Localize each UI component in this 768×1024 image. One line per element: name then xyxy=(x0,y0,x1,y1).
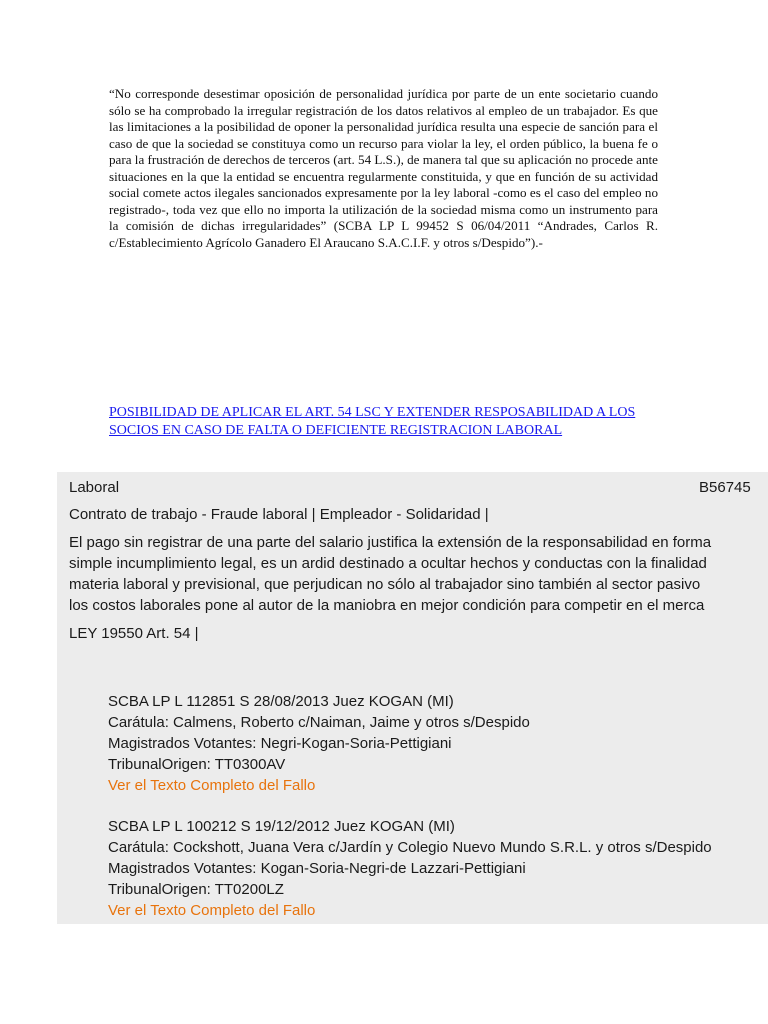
full-text-link[interactable]: Ver el Texto Completo del Fallo xyxy=(108,777,316,794)
section-heading-link[interactable]: POSIBILIDAD DE APLICAR EL ART. 54 LSC Y EXTENDER RESPOSABILIDAD A LOS SOCIOS EN CASO DE FALTA O DEFICIENTE REGISTRACION LABORAL xyxy=(109,405,636,438)
case-tribunal: TribunalOrigen: TT0300AV xyxy=(108,756,286,773)
summary-code: B56745 xyxy=(699,479,751,496)
category-label: Laboral xyxy=(69,479,120,496)
case-reference: SCBA LP L 100212 S 19/12/2012 Juez KOGAN (MI) xyxy=(108,818,455,835)
case-magistrados: Magistrados Votantes: Negri-Kogan-Soria-Pettigiani xyxy=(108,735,452,752)
full-text-link[interactable]: Ver el Texto Completo del Fallo xyxy=(108,902,316,919)
case-tribunal: TribunalOrigen: TT0200LZ xyxy=(108,881,284,898)
case-entry xyxy=(108,691,530,796)
summary-line: los costos laborales pone al autor de la maniobra en mejor condición para competir en el merca xyxy=(69,597,705,614)
summary-line: simple incumplimiento legal, es un ardid destinado a ocultar hechos y conductas con la finalidad xyxy=(69,555,707,572)
case-magistrados: Magistrados Votantes: Kogan-Soria-Negri-de Lazzari-Pettigiani xyxy=(108,860,526,877)
case-entry xyxy=(108,816,712,921)
voices-tags: Contrato de trabajo - Fraude laboral | Empleador - Solidaridad | xyxy=(69,506,489,523)
case-caratula: Carátula: Calmens, Roberto c/Naiman, Jaime y otros s/Despido xyxy=(108,714,530,731)
jurisprudence-summary-panel xyxy=(57,472,768,924)
case-reference: SCBA LP L 112851 S 28/08/2013 Juez KOGAN (MI) xyxy=(108,693,454,710)
law-reference: LEY 19550 Art. 54 | xyxy=(69,625,199,642)
quoted-jurisprudence-paragraph: “No corresponde desestimar oposición de personalidad jurídica por parte de un ente societario cuando sólo se ha comprobado la irregular registración de los datos relativos al empleo de un trabajador. Es que las limitaciones a la posibilidad de oponer la personalidad jurídica resulta una especie de sanción para el caso de que la sociedad se constituya como un recurso para violar la ley, el orden público, la buena fe o para la frustración de derechos de terceros (art. 54 L.S.), de manera tal que su aplicación no procede ante situaciones en la que la entidad se encuentra regularmente constituida, y que en función de su actividad social comete actos ilegales sancionados expresamente por la ley laboral -como es el caso del empleo no registrado-, toda vez que ello no importa la utilización de la sociedad misma como un instrumento para la comisión de dichas irregularidades” (SCBA LP L 99452 S 06/04/2011 “Andrades, Carlos R. c/Establecimiento Agrícolo Ganadero El Araucano S.A.C.I.F. y otros s/Despido”).- xyxy=(109,86,658,250)
summary-line: El pago sin registrar de una parte del salario justifica la extensión de la responsabilidad en forma xyxy=(69,534,712,551)
case-caratula: Carátula: Cockshott, Juana Vera c/Jardín y Colegio Nuevo Mundo S.R.L. y otros s/Despido xyxy=(108,839,712,856)
summary-line: materia laboral y previsional, que perjudican no sólo al trabajador sino también al sector pasivo xyxy=(69,576,701,593)
summary-text xyxy=(69,532,711,616)
